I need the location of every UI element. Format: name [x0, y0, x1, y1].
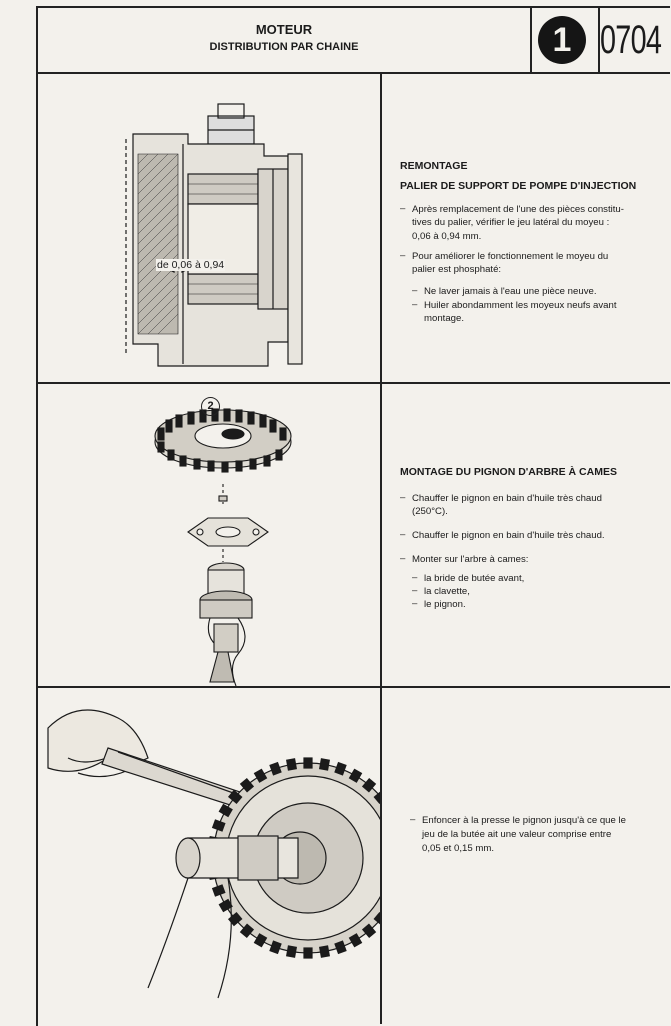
pignon-sub3: le pignon.	[424, 599, 466, 610]
dash-2: –	[400, 250, 406, 261]
dash-6: –	[400, 529, 406, 540]
pignon-item2: Chauffer le pignon en bain d'huile très chaud.	[412, 530, 605, 541]
palier-sub1: Ne laver jamais à l'eau une pièce neuve.	[424, 286, 597, 297]
pignon-text-cell	[382, 384, 670, 686]
enfoncer-line3: 0,05 et 0,15 mm.	[422, 843, 494, 854]
dash-10: –	[412, 598, 418, 609]
section-remontage	[38, 74, 670, 384]
gear-tooth	[304, 948, 312, 958]
dash-9: –	[412, 585, 418, 596]
section-pignon	[38, 384, 670, 688]
page-code: 0704	[600, 18, 662, 62]
figure-press-cell	[38, 688, 382, 1024]
palier-sub2-line2: montage.	[424, 313, 465, 324]
gear-press-figure	[38, 688, 380, 1024]
gear-tooth	[287, 759, 297, 770]
section-number-box	[532, 8, 600, 72]
section-number-badge: 1	[538, 16, 586, 64]
palier-sub2-line1: Huiler abondamment les moyeux neufs avant	[424, 300, 617, 311]
dash-5: –	[400, 492, 406, 503]
palier-item1-line3: 0,06 à 0,94 mm.	[412, 231, 482, 242]
figure-pignon-cell	[38, 384, 382, 686]
palier-item2-line1: Pour améliorer le fonctionnement le moyeu du	[412, 251, 609, 262]
gear-tooth	[287, 946, 297, 957]
dash-8: –	[412, 572, 418, 583]
gear-tooth	[304, 758, 312, 768]
palier-title: PALIER DE SUPPORT DE POMPE D'INJECTION	[400, 180, 637, 192]
page-title: MOTEUR	[255, 22, 313, 37]
remontage-heading: REMONTAGE	[400, 160, 468, 172]
palier-item1-line1: Après remplacement de l'une des pièces constitu-	[412, 204, 624, 215]
pignon-sub1: la bride de butée avant,	[424, 573, 525, 584]
dash-7: –	[400, 553, 406, 564]
dash-11: –	[410, 814, 416, 825]
pignon-sub2: la clavette,	[424, 586, 470, 597]
enfoncer-line2: jeu de la butée ait une valeur comprise entre	[422, 829, 612, 840]
palier-item2-line2: palier est phosphaté:	[412, 264, 502, 275]
pignon-item3: Monter sur l'arbre à cames:	[412, 554, 529, 565]
clearance-dimension-label: de 0,06 à 0,94	[157, 259, 225, 271]
dash-1: –	[400, 203, 406, 214]
figure-marker-2: 2	[201, 397, 220, 416]
dash-3: –	[412, 285, 418, 296]
manual-page	[36, 6, 670, 1026]
gear-tooth	[320, 946, 330, 957]
enfoncer-line1: Enfoncer à la presse le pignon jusqu'à ce que le	[422, 815, 626, 826]
palier-cross-section-figure	[38, 74, 380, 382]
pignon-item1-line1: Chauffer le pignon en bain d'huile très chaud	[412, 493, 602, 504]
gear-tooth	[320, 759, 330, 770]
exploded-gear-figure	[38, 384, 380, 686]
page-subtitle: DISTRIBUTION PAR CHAINE	[209, 41, 359, 53]
remontage-text-cell	[382, 74, 670, 382]
page-header	[38, 8, 670, 74]
figure-palier-cell	[38, 74, 382, 382]
pignon-item1-line2: (250°C).	[412, 506, 448, 517]
palier-item1-line2: tives du palier, vérifier le jeu latéral du moyeu :	[412, 217, 610, 228]
pignon-title: MONTAGE DU PIGNON D'ARBRE À CAMES	[400, 466, 617, 478]
title-box	[38, 8, 532, 72]
dash-4: –	[412, 299, 418, 310]
section-enfoncer	[38, 688, 670, 1024]
enfoncer-text-cell	[382, 688, 670, 1024]
